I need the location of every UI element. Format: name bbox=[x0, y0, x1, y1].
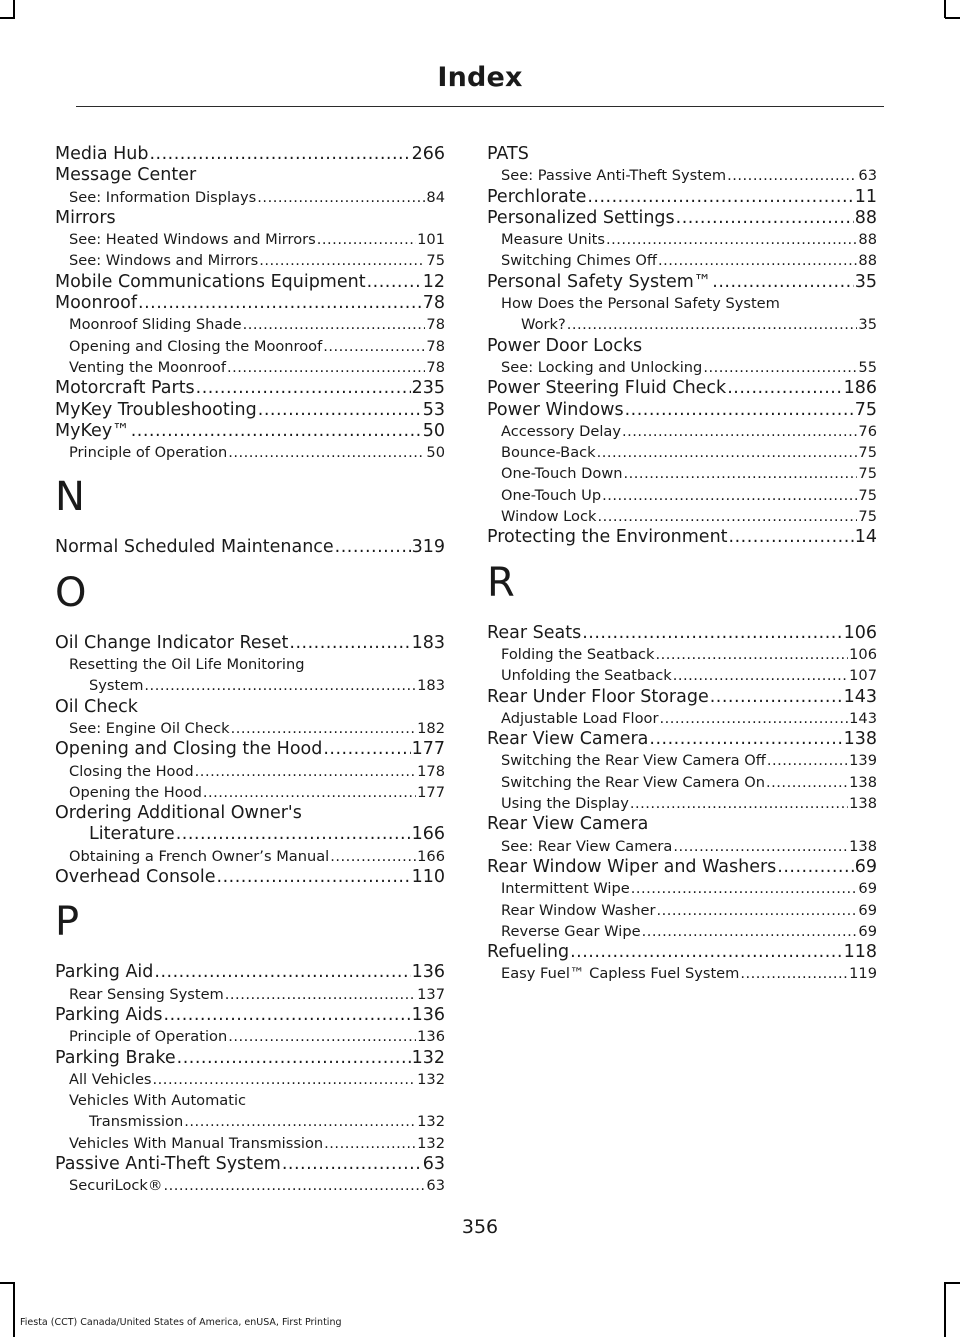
page-ref: 138 bbox=[849, 795, 877, 813]
page-ref: 75 bbox=[426, 252, 445, 270]
index-entry bbox=[55, 867, 445, 888]
dot-leader bbox=[656, 644, 849, 665]
dot-leader bbox=[184, 1111, 416, 1132]
page-ref: 136 bbox=[411, 962, 445, 983]
index-entry bbox=[55, 144, 445, 165]
index-subentry bbox=[487, 165, 877, 186]
page-ref: 136 bbox=[417, 1028, 445, 1046]
entry-label: One-Touch Down bbox=[501, 465, 623, 483]
page-ref: 137 bbox=[417, 985, 445, 1003]
dot-leader bbox=[177, 1048, 411, 1069]
page-title: Index bbox=[437, 62, 523, 93]
page-ref: 75 bbox=[858, 465, 877, 483]
entry-label: Parking Brake bbox=[55, 1047, 176, 1068]
page-ref: 319 bbox=[411, 537, 445, 558]
index-subheading: Vehicles With Automatic bbox=[69, 1092, 247, 1110]
index-entry bbox=[487, 687, 877, 708]
crop-mark bbox=[0, 1282, 15, 1284]
entry-label: Unfolding the Seatback bbox=[501, 667, 672, 685]
entry-label: Reverse Gear Wipe bbox=[501, 922, 641, 940]
index-subentry bbox=[55, 761, 445, 782]
index-subentry bbox=[55, 1069, 445, 1090]
index-subentry bbox=[487, 506, 877, 527]
index-subentry bbox=[55, 250, 445, 271]
entry-label: Protecting the Environment bbox=[487, 527, 728, 548]
dot-leader bbox=[330, 846, 416, 867]
index-subentry bbox=[487, 229, 877, 250]
index-entry bbox=[487, 208, 877, 229]
dot-leader bbox=[587, 187, 853, 208]
page-ref: 63 bbox=[422, 1153, 445, 1174]
entry-label: Rear Sensing System bbox=[69, 985, 224, 1003]
page-ref: 88 bbox=[854, 207, 877, 228]
dot-leader bbox=[163, 1175, 425, 1196]
index-entry bbox=[487, 378, 877, 399]
index-entry bbox=[55, 400, 445, 421]
dot-leader bbox=[710, 687, 843, 708]
entry-label: Switching the Rear View Camera Off bbox=[501, 752, 766, 770]
index-subentry bbox=[487, 357, 877, 378]
dot-leader bbox=[567, 314, 858, 335]
dot-leader bbox=[149, 144, 410, 165]
entry-label: Oil Change Indicator Reset bbox=[55, 632, 289, 653]
index-subentry bbox=[487, 921, 877, 942]
page-ref: 55 bbox=[858, 358, 877, 376]
dot-leader bbox=[649, 729, 842, 750]
crop-mark bbox=[944, 0, 946, 18]
entry-label: Opening the Hood bbox=[69, 783, 202, 801]
entry-label: Obtaining a French Owner’s Manual bbox=[69, 847, 330, 865]
dot-leader bbox=[597, 442, 858, 463]
entry-label: Principle of Operation bbox=[69, 444, 228, 462]
entry-label: Folding the Seatback bbox=[501, 645, 655, 663]
index-entry bbox=[55, 1048, 445, 1069]
index-entry bbox=[55, 633, 445, 654]
index-subentry bbox=[55, 357, 445, 378]
dot-leader bbox=[153, 1069, 417, 1090]
page-ref: 75 bbox=[854, 399, 877, 420]
dot-leader bbox=[323, 336, 425, 357]
page-ref: 139 bbox=[849, 752, 877, 770]
index-entry bbox=[55, 272, 445, 293]
dot-leader bbox=[712, 272, 853, 293]
page-ref: 88 bbox=[858, 252, 877, 270]
dot-leader bbox=[673, 836, 848, 857]
entry-label: Parking Aid bbox=[55, 962, 154, 983]
index-entry bbox=[55, 739, 445, 760]
entry-label: Moonroof bbox=[55, 293, 137, 314]
dot-leader bbox=[228, 1026, 416, 1047]
index-entry bbox=[487, 400, 877, 421]
page-ref: 132 bbox=[417, 1070, 445, 1088]
entry-label: Switching the Rear View Camera On bbox=[501, 773, 766, 791]
page-ref: 78 bbox=[426, 337, 445, 355]
index-heading: Mirrors bbox=[55, 207, 116, 228]
crop-mark bbox=[945, 17, 960, 19]
page-ref: 75 bbox=[858, 486, 877, 504]
index-subentry bbox=[487, 750, 877, 771]
entry-label: Opening and Closing the Moonroof bbox=[69, 337, 323, 355]
dot-leader bbox=[324, 1133, 416, 1154]
entry-label: Switching Chimes Off bbox=[501, 252, 657, 270]
page-ref: 235 bbox=[411, 378, 445, 399]
index-subentry bbox=[487, 314, 877, 335]
entry-label: See: Locking and Unlocking bbox=[501, 358, 703, 376]
dot-leader bbox=[570, 942, 843, 963]
dot-leader bbox=[657, 900, 858, 921]
dot-leader bbox=[196, 378, 411, 399]
entry-label: Motorcraft Parts bbox=[55, 378, 195, 399]
index-subentry bbox=[55, 442, 445, 463]
page-ref: 177 bbox=[411, 739, 445, 760]
dot-leader bbox=[597, 506, 857, 527]
index-subentry bbox=[487, 878, 877, 899]
dot-leader bbox=[282, 1154, 422, 1175]
dot-leader bbox=[606, 229, 857, 250]
page-ref: 182 bbox=[417, 719, 445, 737]
page-ref: 132 bbox=[417, 1134, 445, 1152]
dot-leader bbox=[228, 442, 425, 463]
dot-leader bbox=[231, 718, 417, 739]
dot-leader bbox=[317, 229, 416, 250]
entry-label: Rear Window Washer bbox=[501, 901, 656, 919]
page-ref: 266 bbox=[411, 144, 445, 164]
page-ref: 69 bbox=[858, 901, 877, 919]
dot-leader bbox=[658, 250, 857, 271]
section-letter: N bbox=[55, 474, 85, 521]
page-ref: 166 bbox=[411, 824, 445, 845]
crop-mark bbox=[945, 1282, 960, 1284]
dot-leader bbox=[767, 750, 848, 771]
page-ref: 110 bbox=[411, 867, 445, 888]
page-ref: 12 bbox=[422, 271, 445, 292]
index-subentry bbox=[55, 229, 445, 250]
index-entry bbox=[487, 729, 877, 750]
page-ref: 69 bbox=[858, 922, 877, 940]
index-subentry bbox=[55, 187, 445, 208]
page-ref: 138 bbox=[849, 837, 877, 855]
entry-label: Principle of Operation bbox=[69, 1028, 228, 1046]
entry-label: Normal Scheduled Maintenance bbox=[55, 537, 334, 558]
page-ref: 166 bbox=[417, 847, 445, 865]
section-letter: P bbox=[55, 899, 80, 946]
entry-label: See: Engine Oil Check bbox=[69, 719, 230, 737]
header-divider bbox=[76, 106, 884, 107]
page-ref: 132 bbox=[411, 1047, 445, 1068]
entry-label: MyKey™ bbox=[55, 420, 130, 441]
entry-label: Using the Display bbox=[501, 795, 629, 813]
page-ref: 88 bbox=[858, 231, 877, 249]
dot-leader bbox=[659, 708, 848, 729]
entry-label: MyKey Troubleshooting bbox=[55, 399, 257, 420]
entry-label: Rear View Camera bbox=[487, 729, 649, 750]
dot-leader bbox=[176, 824, 411, 845]
index-entry bbox=[55, 293, 445, 314]
dot-leader bbox=[335, 537, 411, 558]
dot-leader bbox=[289, 633, 410, 654]
dot-leader bbox=[582, 623, 842, 644]
index-subentry bbox=[487, 644, 877, 665]
dot-leader bbox=[777, 857, 853, 878]
entry-label: See: Rear View Camera bbox=[501, 837, 673, 855]
page-ref: 106 bbox=[849, 645, 877, 663]
page-ref: 183 bbox=[411, 632, 445, 653]
entry-label: SecuriLock® bbox=[69, 1177, 163, 1195]
entry-label: Measure Units bbox=[501, 231, 605, 249]
dot-leader bbox=[144, 675, 416, 696]
entry-label: Closing the Hood bbox=[69, 762, 194, 780]
page-ref: 35 bbox=[858, 316, 877, 334]
index-subentry bbox=[487, 485, 877, 506]
index-subentry bbox=[487, 836, 877, 857]
entry-label: Overhead Console bbox=[55, 867, 216, 888]
section-letter: R bbox=[487, 559, 515, 606]
dot-leader bbox=[225, 984, 416, 1005]
page-ref: 78 bbox=[426, 358, 445, 376]
index-subentry bbox=[487, 793, 877, 814]
page-ref: 50 bbox=[426, 444, 445, 462]
index-subentry bbox=[487, 665, 877, 686]
entry-label: Moonroof Sliding Shade bbox=[69, 316, 242, 334]
entry-label: Intermittent Wipe bbox=[501, 880, 630, 898]
page-ref: 106 bbox=[843, 622, 877, 643]
page-ref: 101 bbox=[417, 231, 445, 249]
dot-leader bbox=[258, 400, 422, 421]
entry-label: Accessory Delay bbox=[501, 422, 622, 440]
page-ref: 78 bbox=[426, 316, 445, 334]
entry-label: System bbox=[89, 677, 144, 695]
page-ref: 119 bbox=[849, 965, 877, 983]
dot-leader bbox=[367, 272, 422, 293]
page-ref: 75 bbox=[858, 508, 877, 526]
entry-label: See: Passive Anti-Theft System bbox=[501, 167, 727, 185]
entry-label: Rear Seats bbox=[487, 622, 582, 643]
entry-label: Window Lock bbox=[501, 508, 597, 526]
entry-label: Work? bbox=[521, 316, 566, 334]
entry-label: See: Heated Windows and Mirrors bbox=[69, 231, 316, 249]
index-subentry bbox=[487, 463, 877, 484]
page-ref: 14 bbox=[854, 527, 877, 548]
page-ref: 69 bbox=[858, 880, 877, 898]
dot-leader bbox=[727, 378, 842, 399]
dot-leader bbox=[624, 463, 858, 484]
dot-leader bbox=[203, 782, 416, 803]
dot-leader bbox=[131, 421, 422, 442]
entry-label: Refueling bbox=[487, 942, 570, 963]
dot-leader bbox=[766, 772, 848, 793]
index-entry bbox=[55, 378, 445, 399]
page-ref: 78 bbox=[422, 293, 445, 314]
dot-leader bbox=[602, 485, 857, 506]
entry-label: Rear Window Wiper and Washers bbox=[487, 856, 777, 877]
index-entry bbox=[487, 942, 877, 963]
page-ref: 177 bbox=[417, 783, 445, 801]
dot-leader bbox=[164, 1005, 411, 1026]
index-entry bbox=[487, 857, 877, 878]
dot-leader bbox=[138, 293, 422, 314]
dot-leader bbox=[673, 665, 848, 686]
dot-leader bbox=[676, 208, 854, 229]
index-subentry bbox=[55, 314, 445, 335]
dot-leader bbox=[195, 761, 416, 782]
entry-label: Power Windows bbox=[487, 399, 624, 420]
entry-label: All Vehicles bbox=[69, 1070, 152, 1088]
dot-leader bbox=[227, 357, 425, 378]
page-ref: 53 bbox=[422, 399, 445, 420]
index-entry bbox=[487, 187, 877, 208]
index-subentry bbox=[55, 675, 445, 696]
index-subentry bbox=[487, 250, 877, 271]
entry-label: Mobile Communications Equipment bbox=[55, 271, 366, 292]
index-entry bbox=[55, 962, 445, 983]
entry-label: Vehicles With Manual Transmission bbox=[69, 1134, 324, 1152]
page-number: 356 bbox=[461, 1216, 499, 1238]
page-ref: 63 bbox=[426, 1177, 445, 1195]
index-subentry bbox=[487, 772, 877, 793]
page-ref: 76 bbox=[858, 422, 877, 440]
edition-footer: Fiesta (CCT) Canada/United States of America, enUSA, First Printing bbox=[20, 1317, 342, 1328]
index-entry bbox=[487, 272, 877, 293]
index-subheading: How Does the Personal Safety System bbox=[501, 295, 780, 313]
index-entry bbox=[55, 1005, 445, 1026]
entry-label: Personal Safety System™ bbox=[487, 271, 712, 292]
index-column-left bbox=[55, 144, 445, 1197]
index-heading: Rear View Camera bbox=[487, 814, 649, 835]
index-subentry bbox=[55, 782, 445, 803]
page-ref: 132 bbox=[417, 1113, 445, 1131]
dot-leader bbox=[727, 165, 857, 186]
page-ref: 143 bbox=[843, 686, 877, 707]
crop-mark bbox=[0, 17, 15, 19]
entry-label: Opening and Closing the Hood bbox=[55, 739, 323, 760]
entry-label: Transmission bbox=[89, 1113, 184, 1131]
index-heading: Message Center bbox=[55, 165, 197, 186]
entry-label: Literature bbox=[89, 824, 175, 845]
page-ref: 69 bbox=[854, 856, 877, 877]
index-subentry bbox=[487, 900, 877, 921]
dot-leader bbox=[154, 962, 410, 983]
dot-leader bbox=[729, 527, 854, 548]
entry-label: Adjustable Load Floor bbox=[501, 709, 659, 727]
page-ref: 63 bbox=[858, 167, 877, 185]
index-subentry bbox=[487, 421, 877, 442]
entry-label: Venting the Moonroof bbox=[69, 358, 226, 376]
page-ref: 35 bbox=[854, 271, 877, 292]
crop-mark bbox=[944, 1282, 946, 1337]
entry-label: Media Hub bbox=[55, 144, 149, 164]
dot-leader bbox=[217, 867, 411, 888]
index-subentry bbox=[55, 984, 445, 1005]
dot-leader bbox=[243, 314, 426, 335]
page-ref: 178 bbox=[417, 762, 445, 780]
page-ref: 138 bbox=[849, 773, 877, 791]
index-subentry bbox=[55, 1175, 445, 1196]
page-ref: 11 bbox=[854, 186, 877, 207]
page-ref: 138 bbox=[843, 729, 877, 750]
dot-leader bbox=[259, 250, 425, 271]
dot-leader bbox=[630, 793, 848, 814]
index-subentry bbox=[55, 718, 445, 739]
dot-leader bbox=[323, 739, 410, 760]
entry-label: One-Touch Up bbox=[501, 486, 602, 504]
dot-leader bbox=[642, 921, 858, 942]
entry-label: Easy Fuel™ Capless Fuel System bbox=[501, 965, 740, 983]
entry-label: Power Steering Fluid Check bbox=[487, 378, 727, 399]
dot-leader bbox=[631, 878, 858, 899]
index-entry bbox=[55, 421, 445, 442]
dot-leader bbox=[622, 421, 857, 442]
entry-label: Bounce-Back bbox=[501, 444, 596, 462]
entry-label: Passive Anti-Theft System bbox=[55, 1153, 281, 1174]
page-ref: 84 bbox=[426, 188, 445, 206]
index-heading: Power Door Locks bbox=[487, 335, 643, 356]
crop-mark bbox=[13, 0, 15, 18]
index-subentry bbox=[55, 1026, 445, 1047]
page-ref: 183 bbox=[417, 677, 445, 695]
index-heading: PATS bbox=[487, 144, 529, 164]
section-letter: O bbox=[55, 569, 87, 616]
entry-label: See: Windows and Mirrors bbox=[69, 252, 259, 270]
index-subentry bbox=[55, 336, 445, 357]
page-ref: 136 bbox=[411, 1004, 445, 1025]
entry-label: Perchlorate bbox=[487, 186, 587, 207]
index-heading: Ordering Additional Owner's bbox=[55, 803, 302, 824]
page-ref: 50 bbox=[422, 420, 445, 441]
index-entry bbox=[487, 527, 877, 548]
entry-label: Rear Under Floor Storage bbox=[487, 686, 709, 707]
entry-label: See: Information Displays bbox=[69, 188, 257, 206]
page-ref: 118 bbox=[843, 942, 877, 963]
index-subentry bbox=[55, 1111, 445, 1132]
entry-label: Parking Aids bbox=[55, 1004, 163, 1025]
index-entry bbox=[487, 623, 877, 644]
index-subheading: Resetting the Oil Life Monitoring bbox=[69, 656, 305, 674]
crop-mark bbox=[13, 1282, 15, 1337]
dot-leader bbox=[257, 187, 425, 208]
index-subentry bbox=[487, 708, 877, 729]
page-ref: 75 bbox=[858, 444, 877, 462]
dot-leader bbox=[740, 963, 848, 984]
index-subentry bbox=[55, 1133, 445, 1154]
entry-label: Personalized Settings bbox=[487, 207, 675, 228]
index-entry bbox=[55, 824, 445, 845]
index-column-right bbox=[487, 144, 877, 985]
page-ref: 186 bbox=[843, 378, 877, 399]
index-entry bbox=[55, 537, 445, 558]
page-ref: 143 bbox=[849, 709, 877, 727]
dot-leader bbox=[625, 400, 854, 421]
index-entry bbox=[55, 1154, 445, 1175]
index-subentry bbox=[55, 846, 445, 867]
index-subentry bbox=[487, 963, 877, 984]
page-ref: 107 bbox=[849, 667, 877, 685]
index-heading: Oil Check bbox=[55, 696, 138, 717]
index-subentry bbox=[487, 442, 877, 463]
dot-leader bbox=[703, 357, 857, 378]
